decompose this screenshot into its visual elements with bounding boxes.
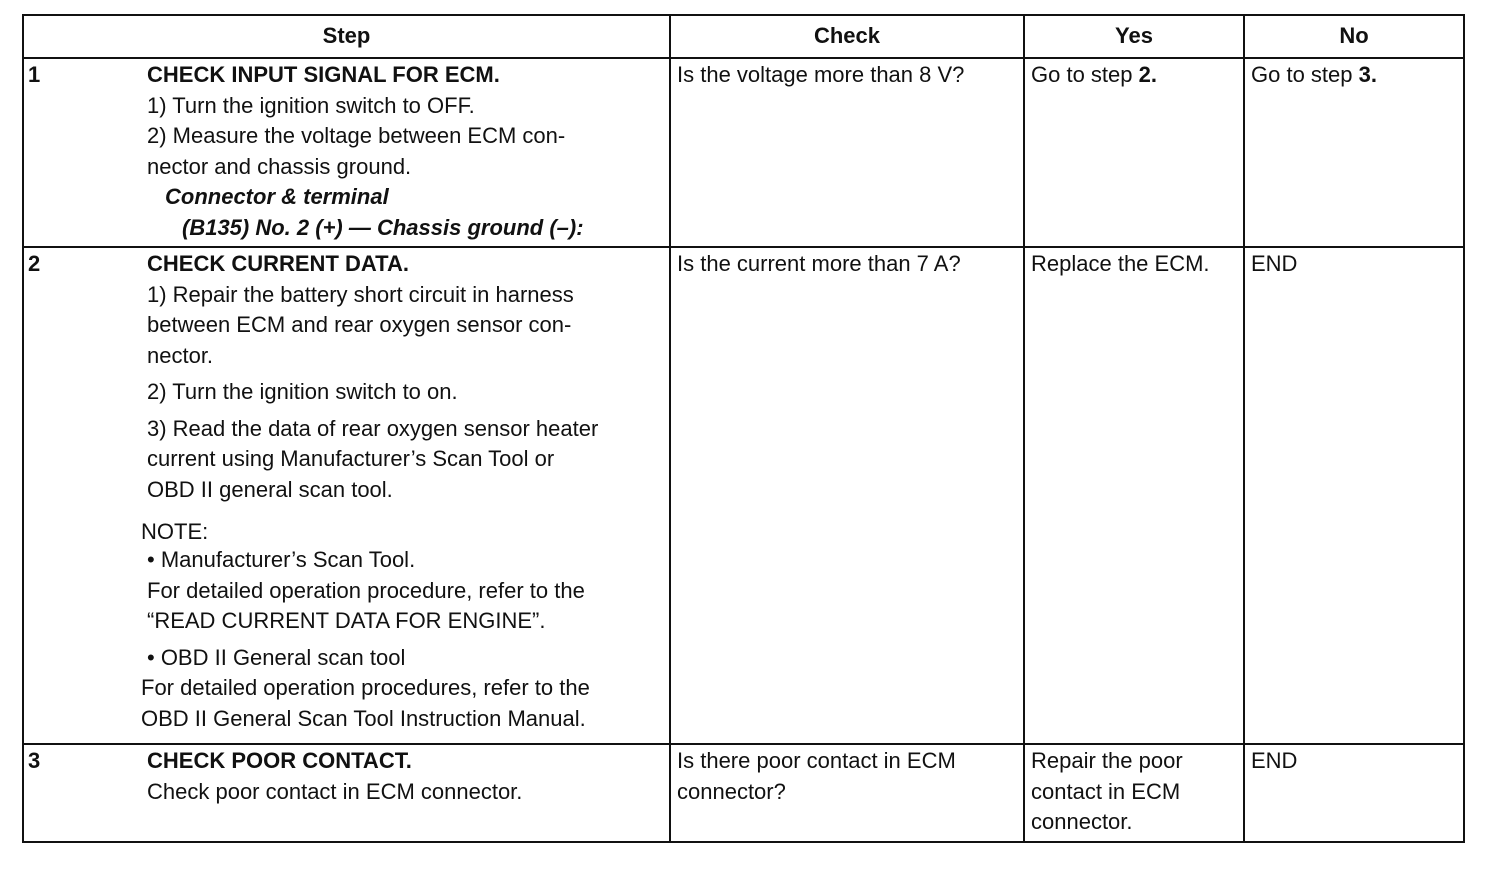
note-item: • Manufacturer’s Scan Tool. — [147, 547, 416, 572]
step-title: CHECK POOR CONTACT. — [147, 748, 412, 773]
yes-text: connector. — [1031, 809, 1133, 834]
connector-value: (B135) No. 2 (+) — Chassis ground (–): — [182, 214, 584, 240]
yes-cell — [1025, 59, 1245, 246]
step-line: nector and chassis ground. — [147, 153, 412, 179]
no-step-ref: 3. — [1358, 62, 1377, 87]
table-row — [24, 745, 1463, 841]
step-title: CHECK CURRENT DATA. — [147, 251, 409, 276]
step-line: Check poor contact in ECM connector. — [147, 778, 523, 804]
no-text: END — [1251, 251, 1298, 276]
step-line: OBD II general scan tool. — [147, 476, 393, 502]
step-line: 2) Turn the ignition switch to on. — [147, 379, 458, 404]
note-text: OBD II General Scan Tool Instruction Manual. — [141, 705, 586, 731]
table-row — [24, 59, 1463, 248]
step-cell — [24, 745, 671, 841]
header-step: Step — [24, 16, 671, 57]
diagnostic-table — [22, 14, 1465, 843]
check-text: connector? — [677, 778, 786, 804]
no-cell — [1245, 59, 1463, 246]
table-row — [24, 248, 1463, 745]
yes-cell — [1025, 248, 1245, 743]
note-text: For detailed operation procedure, refer to the — [147, 577, 585, 603]
no-text: Go to step — [1251, 62, 1359, 87]
step-line: nector. — [147, 342, 214, 368]
no-cell — [1245, 745, 1463, 841]
note-item: • OBD II General scan tool — [147, 644, 406, 670]
step-line: current using Manufacturer’s Scan Tool or — [147, 446, 555, 471]
check-text: Is the current more than 7 A? — [677, 251, 961, 276]
check-text: Is the voltage more than 8 V? — [677, 62, 965, 87]
step-number: 3 — [28, 748, 41, 773]
yes-text: Repair the poor — [1031, 748, 1183, 773]
check-cell — [671, 248, 1025, 743]
yes-text: contact in ECM — [1031, 778, 1181, 804]
step-line: between ECM and rear oxygen sensor con- — [147, 312, 572, 337]
yes-step-ref: 2. — [1138, 62, 1157, 87]
step-cell — [24, 248, 671, 743]
check-cell — [671, 745, 1025, 841]
step-number: 1 — [28, 62, 41, 87]
check-cell — [671, 59, 1025, 246]
step-title: CHECK INPUT SIGNAL FOR ECM. — [147, 62, 500, 87]
header-no: No — [1339, 23, 1369, 48]
note-text: “READ CURRENT DATA FOR ENGINE”. — [147, 608, 546, 633]
step-line: 1) Turn the ignition switch to OFF. — [147, 92, 475, 118]
table-header-row — [24, 16, 1463, 59]
note-label: NOTE: — [141, 519, 209, 544]
note-text: For detailed operation procedures, refer to the — [141, 675, 590, 700]
yes-text: Replace the ECM. — [1031, 251, 1210, 276]
no-cell — [1245, 248, 1463, 743]
step-line: 2) Measure the voltage between ECM con- — [147, 123, 566, 148]
step-line: 1) Repair the battery short circuit in harness — [147, 281, 574, 307]
header-yes: Yes — [1025, 16, 1245, 57]
connector-label: Connector & terminal — [165, 184, 389, 209]
step-line: 3) Read the data of rear oxygen sensor heater — [147, 415, 599, 441]
no-text: END — [1251, 748, 1298, 773]
yes-cell — [1025, 745, 1245, 841]
check-text: Is there poor contact in ECM — [677, 748, 956, 773]
header-check: Check — [671, 16, 1025, 57]
step-number: 2 — [28, 251, 41, 276]
yes-text: Go to step — [1031, 62, 1139, 87]
step-cell — [24, 59, 671, 246]
